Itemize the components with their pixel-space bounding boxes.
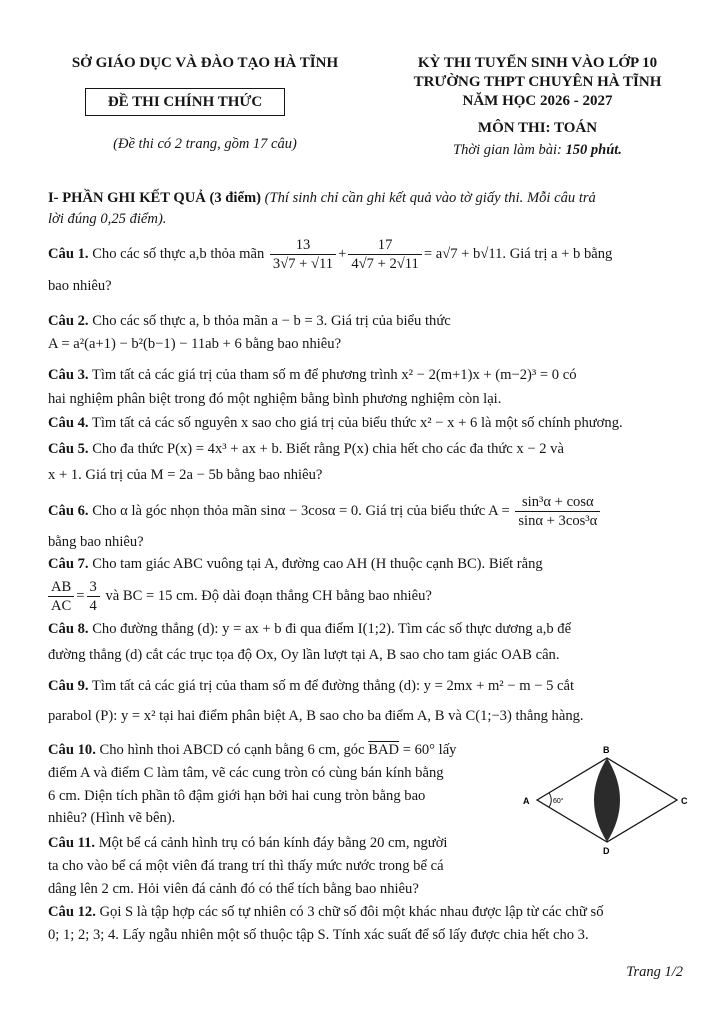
vertex-a-label: A [523,796,530,806]
q6-fraction: $\frac{\text{sin³α + cosα}}{\text{sinα + 3cos³α}}$ [515,493,600,530]
department-name: SỞ GIÁO DỤC VÀ ĐÀO TẠO HÀ TĨNH [71,55,339,71]
question-1-cont: bao nhiêu? [48,278,112,294]
question-3: Câu 3. Tìm tất cả các giá trị của tham số m để phương trình x² − 2(m+1)x + (m−2)³ = 0 có [48,367,577,383]
q1-fraction-1: $\frac{13}{3√7 + √11}$ [270,236,336,273]
question-8: Câu 8. Cho đường thẳng (d): y = ax + b đi qua điểm I(1;2). Tìm các số thực dương a,b để [48,621,572,637]
shaded-lens [594,758,620,842]
vertex-c-label: C [681,796,688,806]
question-2-cont: A = a²(a+1) − b²(b−1) − 11ab + 6 bằng bao nhiêu? [48,336,342,352]
school-name: TRƯỜNG THPT CHUYÊN HÀ TĨNH [413,74,662,90]
question-6-cont: bằng bao nhiêu? [48,534,144,550]
question-11-line2: ta cho vào bể cá một viên đá trang trí thì thấy mức nước trong bể cá [48,858,444,874]
question-9-cont: parabol (P): y = x² tại hai điểm phân biệt A, B sao cho ba điểm A, B và C(1;−3) thẳng hàng. [48,708,584,724]
question-9: Câu 9. Tìm tất cả các giá trị của tham số m để đường thẳng (d): y = 2mx + m² − m − 5 cắt [48,678,575,694]
question-10: Câu 10. Cho hình thoi ABCD có cạnh bằng 6 cm, góc $\overline{BAD} = 60^\circ$ lấy [48,742,457,758]
question-4: Câu 4. Tìm tất cả các số nguyên x sao cho giá trị của biểu thức x² − x + 6 là một số chính phương. [48,415,623,431]
section-title: I- PHẦN GHI KẾT QUẢ (3 điểm) (Thí sinh chỉ cần ghi kết quả vào tờ giấy thi. Mỗi câu trả [48,190,596,206]
page-number: Trang 1/2 [626,964,683,980]
school-year: NĂM HỌC 2026 - 2027 [462,93,613,109]
question-12-cont: 0; 1; 2; 3; 4. Lấy ngẫu nhiên một số thuộc tập S. Tính xác suất để số lấy được chia hết cho 3. [48,927,589,943]
question-11: Câu 11. Một bể cá cảnh hình trụ có bán kính đáy bằng 20 cm, người [48,835,448,851]
question-2: Câu 2. Cho các số thực a, b thỏa mãn a − b = 3. Giá trị của biểu thức [48,313,451,329]
question-10-line4: nhiêu? (Hình vẽ bên). [48,810,176,826]
question-5-cont: x + 1. Giá trị của M = 2a − 5b bằng bao nhiêu? [48,467,323,483]
question-7-cont: $\frac{AB}{AC}$ = $\frac{3}{4}$ và BC = 15 cm. Độ dài đoạn thẳng CH bằng bao nhiêu? [48,578,688,615]
angle-arc [549,793,551,807]
question-7: Câu 7. Cho tam giác ABC vuông tại A, đường cao AH (H thuộc cạnh BC). Biết rằng [48,556,543,572]
q1-fraction-2: $\frac{17}{4√7 + 2√11}$ [348,236,422,273]
official-exam-box: ĐỀ THI CHÍNH THỨC [85,88,285,116]
question-6: Câu 6. Cho α là góc nhọn thỏa mãn sinα − 3cosα = 0. Giá trị của biểu thức A = $\frac{\text{sin³α + cosα}}{\text{sinα + 3cos³α}}$ [48,493,688,530]
question-10-line2: điểm A và điểm C làm tâm, vẽ các cung tròn có cùng bán kính bằng [48,765,444,781]
question-10-line3: 6 cm. Diện tích phần tô đậm giới hạn bởi hai cung tròn bằng bao [48,788,426,804]
exam-time: Thời gian làm bài: 150 phút. [453,142,622,158]
section-instruction: lời đúng 0,25 điểm). [48,211,167,227]
exam-title: KỲ THI TUYỂN SINH VÀO LỚP 10 [417,55,658,71]
question-5: Câu 5. Cho đa thức P(x) = 4x³ + ax + b. Biết rằng P(x) chia hết cho các đa thức x − 2 và [48,441,564,457]
question-1: Câu 1. Cho các số thực a,b thỏa mãn $\frac{13}{3√7 + √11}$ + $\frac{17}{4√7 + 2√11}$ = a√7 + b√11. Giá trị a + b bằng [48,237,613,272]
subject-title: MÔN THI: TOÁN [477,120,598,136]
question-12: Câu 12. Gọi S là tập hợp các số tự nhiên có 3 chữ số đôi một khác nhau được lập từ các chữ số [48,904,604,920]
vertex-b-label: B [603,745,610,755]
page-count-note: (Đề thi có 2 trang, gồm 17 câu) [113,136,297,152]
question-11-line3: dâng lên 2 cm. Hỏi viên đá cảnh đó có thể tích bằng bao nhiêu? [48,881,419,897]
question-8-cont: đường thẳng (d) cắt các trục tọa độ Ox, Oy lần lượt tại A, B sao cho tam giác OAB cân. [48,647,560,663]
vertex-d-label: D [603,846,610,856]
angle-label: 60° [553,798,564,805]
question-3-cont: hai nghiệm phân biệt trong đó một nghiệm bằng bình phương nghiệm còn lại. [48,391,502,407]
